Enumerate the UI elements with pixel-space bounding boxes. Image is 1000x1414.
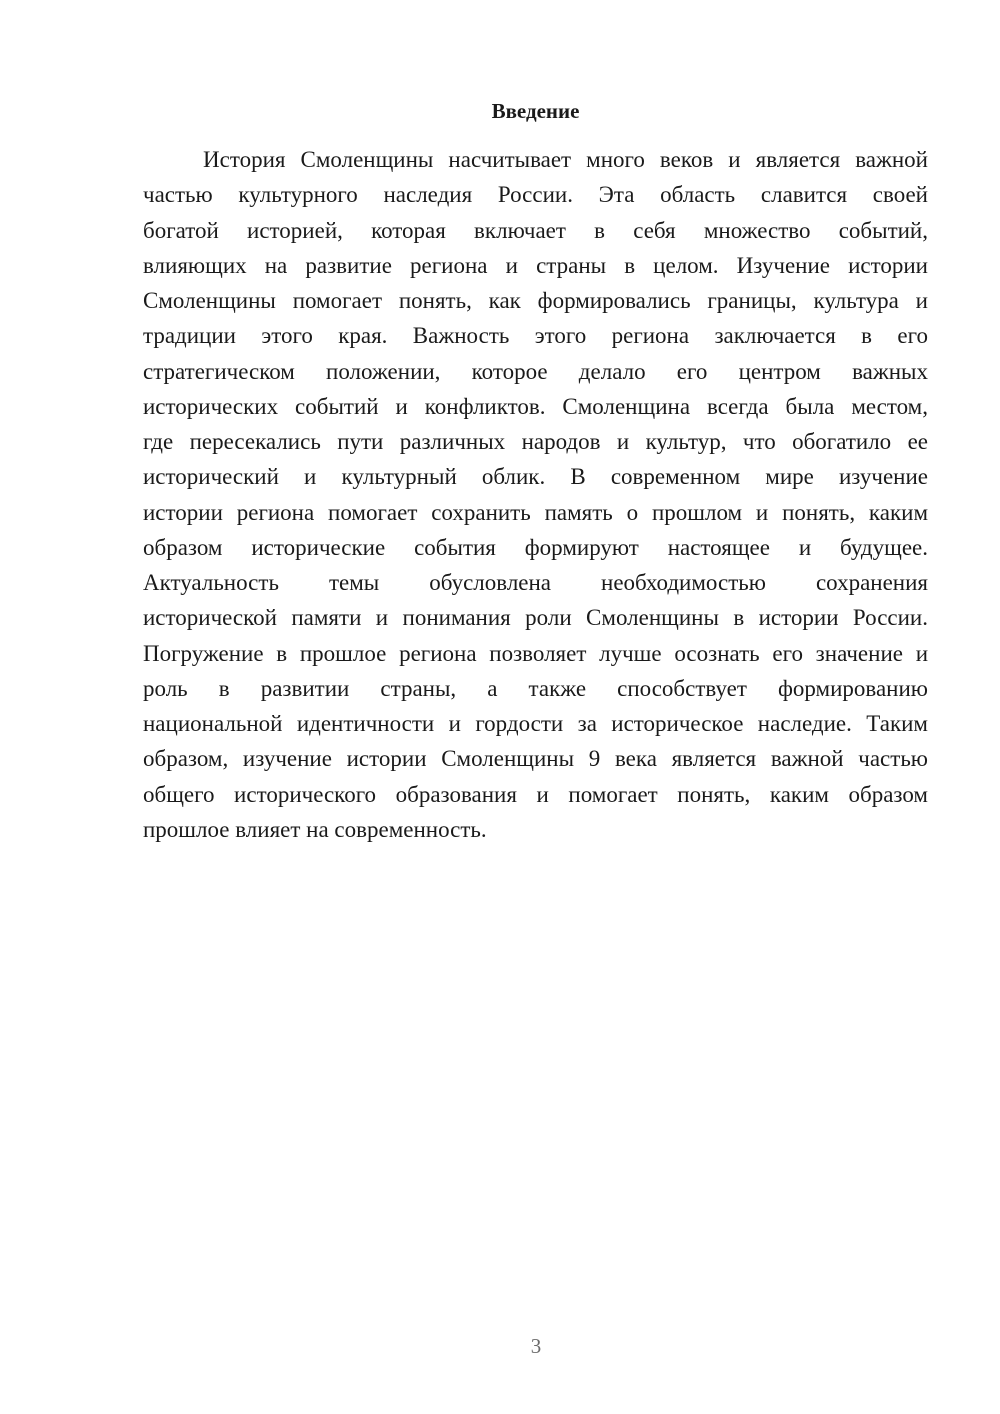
text-line: частью культурного наследия России. Эта область славится своей (143, 182, 928, 208)
text-line: прошлое влияет на современность. (143, 816, 487, 842)
text-line: исторической памяти и понимания роли Смоленщины в истории России. (143, 605, 928, 631)
text-line: истории региона помогает сохранить память о прошлом и понять, каким (143, 499, 928, 525)
text-line: стратегическом положении, которое делало его центром важных (143, 358, 928, 384)
text-line: традиции этого края. Важность этого региона заключается в его (143, 323, 928, 349)
text-line: богатой историей, которая включает в себя множество событий, (143, 217, 928, 243)
text-line: влияющих на развитие региона и страны в целом. Изучение истории (143, 252, 928, 278)
text-line: общего исторического образования и помогает понять, каким образом (143, 781, 928, 807)
text-line: образом, изучение истории Смоленщины 9 века является важной частью (143, 746, 928, 772)
page-number: 3 (530, 1334, 542, 1358)
body-paragraph (143, 142, 928, 847)
text-line: История Смоленщины насчитывает много веков и является важной (203, 147, 928, 172)
text-line: где пересекались пути различных народов и культур, что обогатило ее (143, 429, 928, 454)
text-line: роль в развитии страны, а также способствует формированию (143, 675, 928, 701)
text-line: Смоленщины помогает понять, как формировались границы, культура и (143, 288, 928, 313)
text-line: Погружение в прошлое региона позволяет лучше осознать его значение и (143, 640, 928, 666)
text-line: Актуальность темы обусловлена необходимостью сохранения (143, 570, 928, 595)
text-line: исторический и культурный облик. В современном мире изучение (143, 464, 928, 490)
text-line: образом исторические события формируют настоящее и будущее. (143, 534, 928, 560)
text-line: исторических событий и конфликтов. Смоленщина всегда была местом, (143, 393, 928, 419)
text-line: национальной идентичности и гордости за историческое наследие. Таким (143, 711, 928, 736)
section-heading: Введение (491, 99, 580, 123)
